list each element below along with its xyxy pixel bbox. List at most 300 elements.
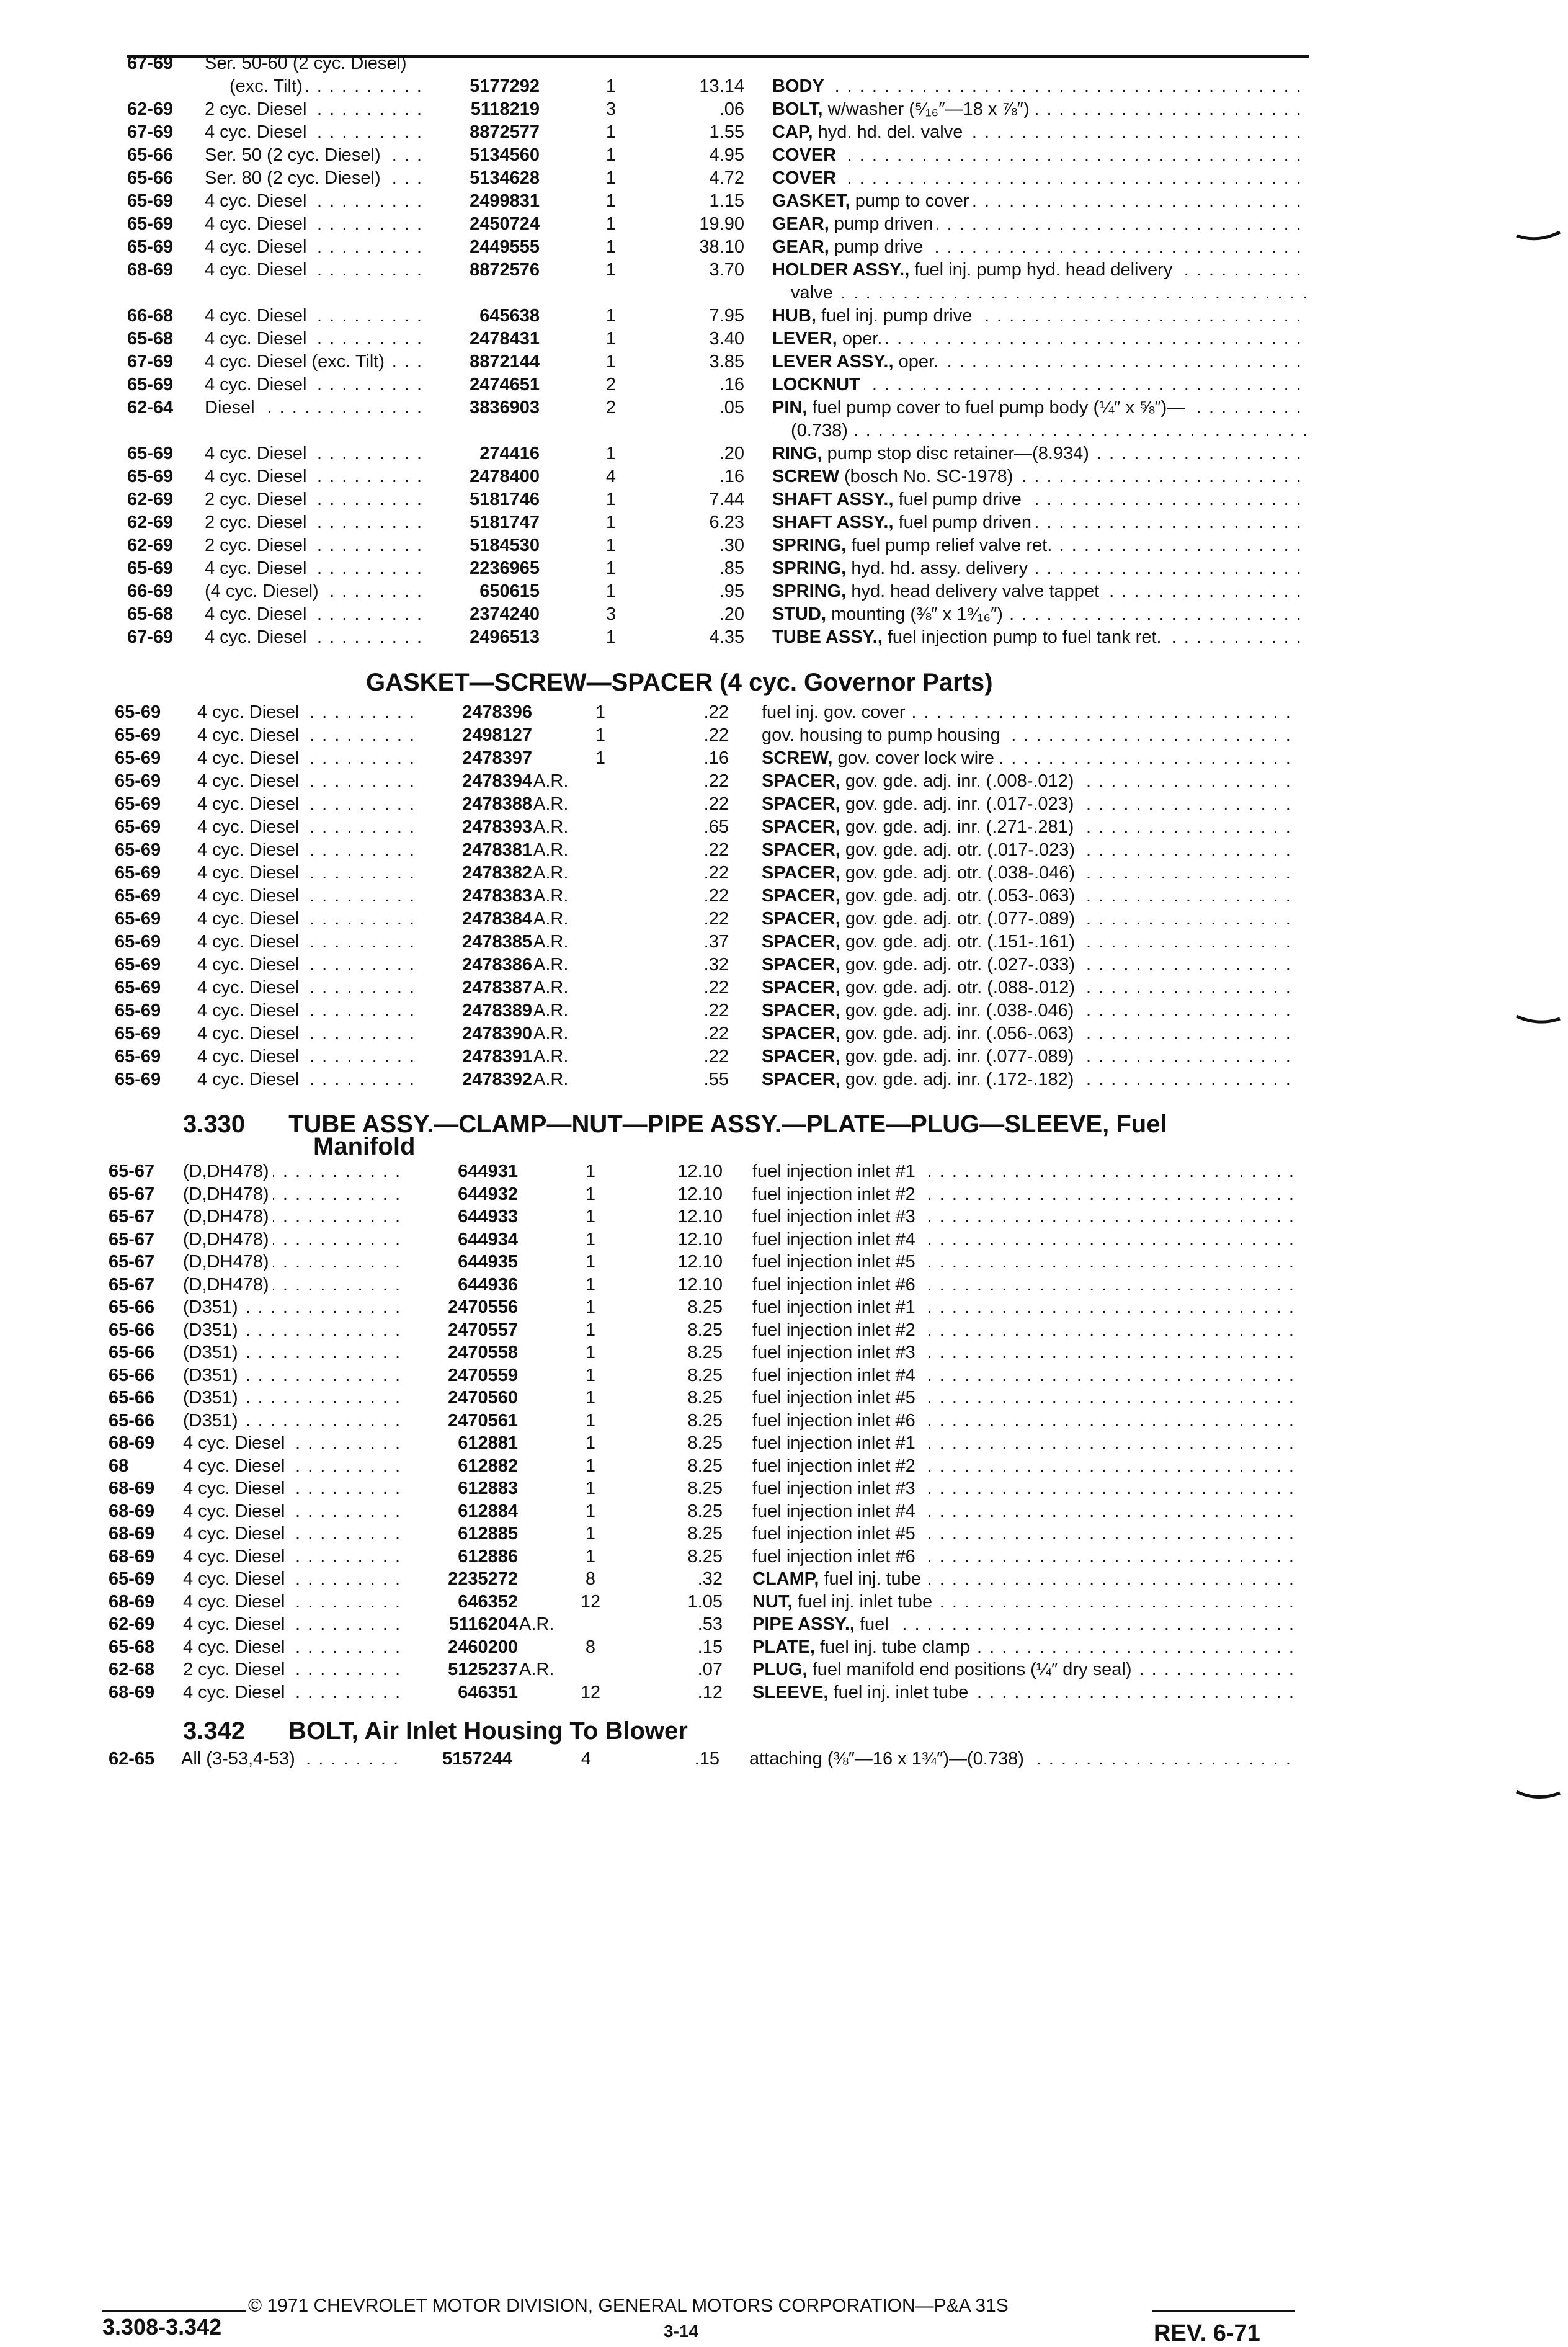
part-row [0,1477,1568,1500]
model-years: 67-69 [127,122,174,142]
part-number: 2478381 [462,840,532,860]
model-years: 65-67 [109,1184,155,1204]
description-continued-text: valve [791,283,837,303]
price: 4.35 [709,627,744,647]
part-description: fuel pump cover to fuel pump body (¼″ x ⅝″)— [812,398,1185,418]
model-years: 65-69 [127,558,174,578]
part-name: BOLT, [772,99,823,119]
application-text: Ser. 80 (2 cyc. Diesel) [205,168,385,188]
price: 8.25 [687,1455,723,1476]
application [183,1591,406,1613]
description-text [772,191,973,211]
part-row [0,465,1568,488]
description [762,977,1299,999]
quantity: 1 [585,1546,596,1567]
description-text [762,863,1079,883]
model-years: 65-69 [115,1070,161,1089]
part-description: pump drive [834,237,924,257]
price: .16 [719,375,744,395]
description [762,839,1299,861]
description [762,862,1299,884]
quantity: 12 [580,1682,601,1702]
description-text [752,1569,925,1589]
part-number: 2498127 [462,725,532,745]
section-heading-3-330-cont [313,1133,415,1161]
part-description: fuel injection inlet #3 [752,1343,915,1362]
quantity: 8 [585,1569,596,1589]
part-name: SPACER, [762,863,840,883]
model-years: 65-69 [115,702,161,722]
model-years: 65-67 [109,1229,155,1249]
part-row [0,1183,1568,1205]
quantity: 1 [605,306,617,326]
part-row [0,724,1568,746]
part-description: fuel injection inlet #2 [752,1320,915,1340]
footer-rule-end [1152,2310,1295,2312]
description-text [772,306,976,326]
part-row [0,816,1568,838]
description [772,511,1309,534]
part-description: gov. gde. adj. otr. (.053-.063) [845,886,1076,906]
price: 8.25 [687,1297,723,1317]
part-name: SPACER, [762,886,840,906]
part-name: SHAFT ASSY., [772,490,894,509]
application [197,839,421,861]
part-number: 3836903 [470,398,540,418]
part-number: 2236965 [470,558,540,578]
application-text: 4 cyc. Diesel (exc. Tilt) [205,352,388,372]
part-number: 5116204 [448,1614,518,1634]
model-years: 68 [109,1455,129,1476]
model-years: 65-66 [127,168,174,188]
part-name: PIN, [772,398,808,418]
price: 8.25 [687,1410,723,1431]
part-number: 2474651 [470,375,540,395]
model-years: 65-69 [115,1024,161,1044]
description [752,1613,1293,1635]
application [183,1341,406,1364]
part-description: gov. gde. adj. inr. (.056-.063) [845,1024,1074,1044]
part-number: 2478396 [462,702,532,722]
application [205,442,428,465]
application-text: 4 cyc. Diesel [197,1001,303,1021]
description [762,931,1299,953]
part-row [0,1636,1568,1658]
part-number: 644934 [458,1229,518,1249]
description [762,1068,1299,1091]
quantity: A.R. [533,794,569,814]
quantity: 1 [585,1343,596,1362]
application-text: 4 cyc. Diesel [183,1456,288,1476]
part-number: 5184530 [470,535,540,555]
binding-mark-3 [1513,1787,1563,1805]
part-row [0,1022,1568,1045]
model-years: 65-69 [127,375,174,395]
application [197,999,421,1022]
part-number: 5118219 [470,99,540,119]
description-text [772,214,937,234]
price: .22 [703,1024,729,1044]
part-number: 2478384 [462,909,532,929]
part-row [0,1500,1568,1522]
quantity: 1 [585,1207,596,1227]
application-text: 4 cyc. Diesel [205,558,310,578]
application-text: 4 cyc. Diesel [197,863,303,883]
part-number: 274416 [479,444,540,463]
part-row [0,1319,1568,1341]
price: .22 [703,886,729,906]
model-years: 62-65 [109,1749,155,1769]
price: .37 [703,932,729,952]
price: .20 [719,444,744,463]
application [205,580,428,602]
part-number: 612882 [458,1455,518,1476]
part-description: fuel injection inlet #6 [752,1546,915,1567]
price: 8.25 [687,1343,723,1362]
application [205,373,428,396]
part-description: w/washer (⁵⁄₁₆″—18 x ⅞″) [827,99,1030,119]
price: 1.15 [709,191,744,211]
part-name: SPRING, [772,581,847,601]
part-number: 2478393 [462,817,532,837]
model-years: 62-69 [127,490,174,509]
part-description: gov. gde. adj. inr. (.271-.281) [845,817,1074,837]
quantity: A.R. [519,1614,555,1634]
model-years: 65-66 [109,1365,155,1385]
model-years: 65-66 [127,145,174,165]
part-number: 612885 [458,1524,518,1544]
model-years: 65-66 [109,1343,155,1362]
price: .95 [719,581,744,601]
application [205,557,428,579]
part-row [0,1296,1568,1318]
part-row [0,1613,1568,1635]
application [183,1636,406,1658]
description [772,580,1309,602]
part-row [0,1274,1568,1296]
model-years: 67-69 [127,53,174,73]
part-row [0,1432,1568,1454]
quantity: 1 [605,214,617,234]
quantity: 2 [605,398,617,418]
price: .22 [703,978,729,998]
application [229,75,428,97]
price: 12.10 [677,1274,723,1295]
description-text [772,375,864,395]
price: 6.23 [709,512,744,532]
application [197,701,421,723]
model-years: 65-67 [109,1207,155,1227]
application-text: 4 cyc. Diesel [197,932,303,952]
application-text: 4 cyc. Diesel [205,467,310,486]
quantity: 1 [585,1388,596,1408]
model-years: 65-66 [109,1410,155,1431]
price: 12.10 [677,1252,723,1272]
part-name: SPACER, [762,978,840,998]
part-description: fuel injection inlet #4 [752,1229,915,1249]
application-text: 4 cyc. Diesel [197,1047,303,1066]
application-text: (D351) [183,1366,242,1385]
part-name: LEVER ASSY., [772,352,894,372]
heading-text: TUBE ASSY.—CLAMP—NUT—PIPE ASSY.—PLATE—PLUG—SLEEVE, Fuel [288,1111,1167,1138]
model-years: 68-69 [109,1524,155,1544]
part-description: fuel inj. inlet tube [833,1682,969,1702]
quantity: 1 [605,237,617,257]
description [772,213,1309,235]
description [752,1228,1293,1251]
description-text [752,1433,919,1453]
quantity: 2 [605,375,617,395]
quantity: 1 [605,145,617,165]
description [762,908,1299,930]
part-number: 2470559 [448,1365,518,1385]
description [752,1274,1293,1296]
application [205,626,428,648]
part-number: 2374240 [470,604,540,624]
part-name: SPACER, [762,817,840,837]
part-description: gov. gde. adj. inr. (.172-.182) [845,1070,1074,1089]
quantity: 3 [605,99,617,119]
quantity: 3 [605,604,617,624]
part-description: hyd. hd. assy. delivery [851,558,1028,578]
part-row [0,770,1568,792]
application [197,885,421,907]
part-row [0,885,1568,907]
part-description: oper. [842,329,883,349]
application [205,213,428,235]
part-description: gov. gde. adj. otr. (.077-.089) [845,909,1076,929]
part-name: SPACER, [762,955,840,975]
part-row [0,328,1568,350]
application [197,1045,421,1068]
part-row [0,954,1568,976]
description-text [772,99,1033,119]
quantity: 4 [605,467,617,486]
description-text [762,817,1077,837]
description [749,1748,1290,1770]
part-row [0,167,1568,189]
part-number: 612883 [458,1478,518,1498]
part-number: 646352 [458,1591,518,1612]
application [183,1500,406,1522]
model-years: 65-69 [115,1001,161,1021]
description [772,328,1309,350]
description-text [752,1411,919,1431]
part-description: gov. gde. adj. inr. (.017-.023) [845,794,1074,814]
part-description: fuel inj. pump drive [821,306,973,326]
model-years: 68-69 [109,1433,155,1453]
description [762,770,1299,792]
price: 12.10 [677,1161,723,1181]
price: .65 [703,817,729,837]
model-years: 65-69 [127,214,174,234]
price: 3.70 [709,260,744,280]
price: .22 [703,1047,729,1066]
price: .22 [703,725,729,745]
part-row [0,1748,1568,1770]
price: 8.25 [687,1501,723,1521]
application-text: 4 cyc. Diesel [183,1569,288,1589]
quantity: 1 [585,1433,596,1453]
application [183,1522,406,1545]
application [197,747,421,769]
description [752,1387,1293,1409]
application-text: 4 cyc. Diesel [205,444,310,463]
application [183,1274,406,1296]
model-years: 66-69 [127,581,174,601]
description-text [772,168,840,188]
application-text: 2 cyc. Diesel [205,512,310,532]
heading-text: BOLT, Air Inlet Housing To Blower [288,1717,688,1745]
application-header: Ser. 50-60 (2 cyc. Diesel) [205,53,407,73]
price: 38.10 [699,237,744,257]
quantity: 1 [585,1274,596,1295]
application [183,1319,406,1341]
part-name: GEAR, [772,214,829,234]
part-name: SCREW [772,467,839,486]
description [772,488,1309,511]
part-number: 2470557 [448,1320,518,1340]
application [205,534,428,557]
description [752,1636,1293,1658]
part-number: 2478394 [462,771,532,791]
part-name: TUBE ASSY., [772,627,883,647]
application-text: 4 cyc. Diesel [205,237,310,257]
description-text [772,398,1188,418]
model-years: 65-69 [115,1047,161,1066]
description-text [772,237,927,257]
description-text [752,1388,919,1408]
quantity: 1 [605,352,617,372]
part-row [0,1455,1568,1477]
description [772,98,1309,120]
model-years: 65-69 [115,771,161,791]
part-name: SPACER, [762,932,840,952]
part-name: CAP, [772,122,813,142]
application [197,954,421,976]
quantity: 1 [585,1365,596,1385]
quantity: 1 [585,1455,596,1476]
part-description: fuel [860,1614,889,1634]
description-text [752,1683,972,1702]
model-years: 65-69 [115,909,161,929]
model-years: 65-67 [109,1252,155,1272]
description-text [762,978,1079,998]
quantity: A.R. [533,1024,569,1044]
application-text: 4 cyc. Diesel [197,886,303,906]
model-years: 62-69 [127,535,174,555]
quantity: 1 [605,490,617,509]
quantity: 1 [585,1229,596,1249]
part-row [0,862,1568,884]
part-row [0,121,1568,143]
part-row [0,213,1568,235]
part-description: fuel injection inlet #1 [752,1297,915,1317]
part-name: BODY [772,76,824,96]
part-description: mounting (⅜″ x 1⁹⁄₁₆″) [831,604,1003,624]
description-text [752,1207,919,1227]
part-row [0,626,1568,648]
price: .22 [703,702,729,722]
section-range-text: 3.308-3.342 [102,2314,222,2340]
part-row [0,908,1568,930]
description-text [752,1637,974,1657]
application [183,1387,406,1409]
description [752,1455,1293,1477]
model-years: 65-69 [115,863,161,883]
model-years: 65-66 [109,1388,155,1408]
price: .55 [703,1070,729,1089]
description [762,885,1299,907]
part-description: fuel injection inlet #4 [752,1501,915,1521]
description-text [752,1660,1136,1679]
part-number: 5177292 [470,76,540,96]
part-name: COVER [772,168,837,188]
application-text: 4 cyc. Diesel [197,840,303,860]
description-text [762,955,1079,975]
section-heading-3-342 [183,1717,688,1745]
application [205,488,428,511]
model-years: 65-69 [127,444,174,463]
part-name: SPACER, [762,794,840,814]
part-number: 644931 [458,1161,518,1181]
quantity: A.R. [533,817,569,837]
part-name: SPACER, [762,840,840,860]
description-text [752,1456,919,1476]
description-continued [791,419,1309,442]
description [772,626,1309,648]
quantity: 4 [581,1749,592,1769]
price: .22 [703,840,729,860]
price: 8.25 [687,1388,723,1408]
part-number: 2470558 [448,1343,518,1362]
application [197,724,421,746]
price: 12.10 [677,1229,723,1249]
part-description: hyd. head delivery valve tappet [851,581,1100,601]
model-years: 65-69 [109,1569,155,1589]
price: .20 [719,604,744,624]
part-number: 8872144 [470,352,540,372]
application-text: 4 cyc. Diesel [197,955,303,975]
application-text: 4 cyc. Diesel [197,771,303,791]
quantity: 1 [605,581,617,601]
quantity: 1 [605,329,617,349]
description [772,144,1309,166]
part-number: 612881 [458,1433,518,1453]
model-years: 65-68 [109,1637,155,1657]
part-name: HOLDER ASSY., [772,260,910,280]
description [752,1545,1293,1568]
part-name: PIPE ASSY., [752,1614,855,1634]
application-text: 4 cyc. Diesel [183,1478,288,1498]
application-text: (D,DH478) [183,1184,273,1204]
model-years: 65-69 [115,794,161,814]
part-row [0,144,1568,166]
description [752,1500,1293,1522]
quantity: A.R. [533,886,569,906]
application [183,1410,406,1432]
part-name: RING, [772,444,822,463]
part-row [0,190,1568,212]
description [772,465,1309,488]
part-row [0,747,1568,769]
part-name: NUT, [752,1591,793,1612]
description-text [762,1024,1077,1044]
part-description: fuel pump relief valve ret. [851,535,1053,555]
application-text: (D351) [183,1411,242,1431]
application [183,1568,406,1590]
quantity: A.R. [533,909,569,929]
